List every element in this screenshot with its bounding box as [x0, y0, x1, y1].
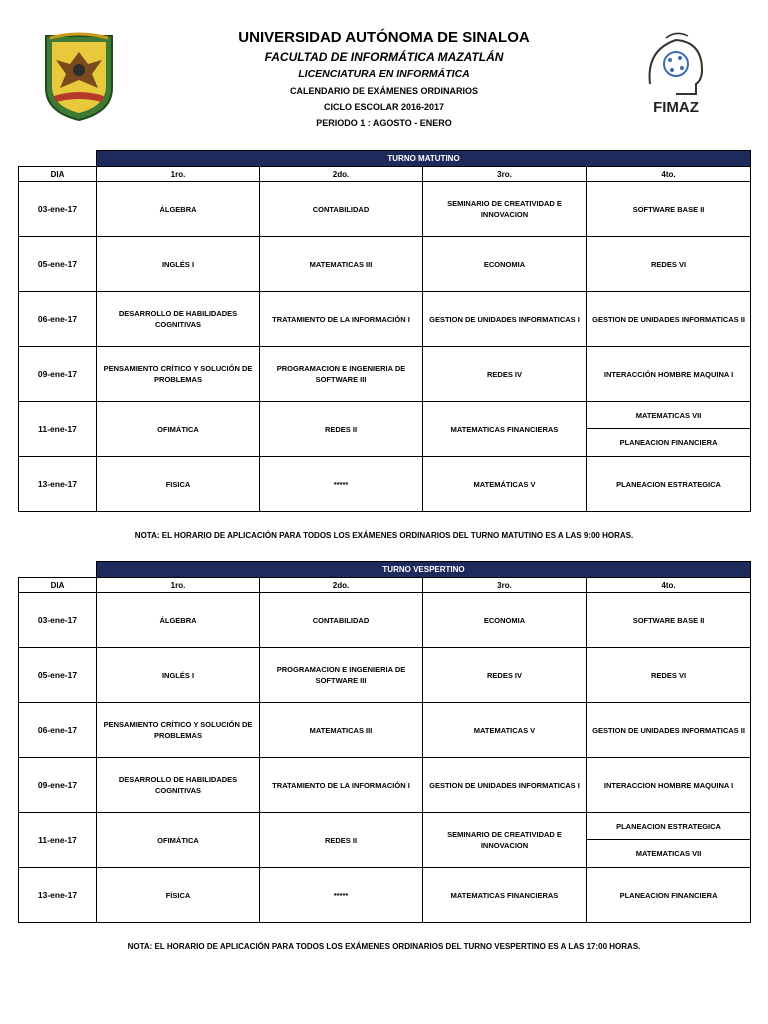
exam-subject: INGLÉS I — [97, 648, 260, 703]
exam-subject: GESTION DE UNIDADES INFORMATICAS I — [423, 758, 587, 813]
exam-subject: DESARROLLO DE HABILIDADES COGNITIVAS — [97, 292, 260, 347]
column-header: 4to. — [587, 167, 751, 182]
exam-date: 05-ene-17 — [19, 237, 97, 292]
exam-subject: REDES IV — [423, 347, 587, 402]
exam-subject: PENSAMIENTO CRÍTICO Y SOLUCIÓN DE PROBLEMAS — [97, 347, 260, 402]
university-seal-icon — [40, 30, 118, 122]
column-header: 1ro. — [97, 578, 260, 593]
exam-subject: PROGRAMACION E INGENIERIA DE SOFTWARE III — [260, 347, 423, 402]
table-row — [19, 868, 751, 923]
exam-subject: GESTION DE UNIDADES INFORMATICAS II — [587, 703, 751, 758]
exam-subject: MATEMATICAS III — [260, 703, 423, 758]
exam-subject: SEMINARIO DE CREATIVIDAD E INNOVACION — [423, 813, 587, 868]
exam-subject: INTERACCIÓN HOMBRE MAQUINA I — [587, 347, 751, 402]
exam-subject: REDES II — [260, 402, 423, 457]
table-row — [19, 813, 751, 868]
exam-date: 05-ene-17 — [19, 648, 97, 703]
exam-subject: ÁLGEBRA — [97, 182, 260, 237]
exam-date: 03-ene-17 — [19, 182, 97, 237]
exam-subject: REDES II — [260, 813, 423, 868]
table-row — [19, 182, 751, 237]
column-header: 4to. — [587, 578, 751, 593]
exam-subject: REDES VI — [587, 648, 751, 703]
column-header: 2do. — [260, 167, 423, 182]
period-label: PERIODO 1 : AGOSTO - ENERO — [316, 118, 452, 128]
column-header: DIA — [19, 578, 97, 593]
exam-subject: MATEMATICAS VII — [635, 849, 702, 858]
university-name: UNIVERSIDAD AUTÓNOMA DE SINALOA — [238, 29, 530, 46]
exam-subject: ECONOMIA — [423, 593, 587, 648]
table-row — [19, 648, 751, 703]
exam-subject: PLANEACION FINANCIERA — [587, 868, 751, 923]
exam-subject: PLANEACION ESTRATEGICA — [587, 813, 750, 840]
exam-subject: TRATAMIENTO DE LA INFORMACIÓN I — [260, 292, 423, 347]
exam-subject: CONTABILIDAD — [260, 593, 423, 648]
exam-subject: MATEMATICAS III — [260, 237, 423, 292]
exam-subject: SEMINARIO DE CREATIVIDAD E INNOVACION — [423, 182, 587, 237]
exam-subject: PENSAMIENTO CRÍTICO Y SOLUCIÓN DE PROBLEMAS — [97, 703, 260, 758]
exam-subject: PLANEACION ESTRATEGICA — [587, 457, 751, 512]
exam-subject: SOFTWARE BASE II — [587, 182, 751, 237]
exam-subject: MATEMATICAS V — [423, 703, 587, 758]
exam-subject: SOFTWARE BASE II — [587, 593, 751, 648]
column-header: 3ro. — [423, 167, 587, 182]
exam-subject: GESTION DE UNIDADES INFORMATICAS II — [587, 292, 751, 347]
calendar-title: CALENDARIO DE EXÁMENES ORDINARIOS — [289, 86, 478, 96]
exam-date: 13-ene-17 — [19, 868, 97, 923]
exam-subject: FISICA — [97, 457, 260, 512]
exam-subject: MATEMATICAS FINANCIERAS — [423, 402, 587, 457]
exam-subject: TRATAMIENTO DE LA INFORMACIÓN I — [260, 758, 423, 813]
exam-date: 06-ene-17 — [19, 292, 97, 347]
matutino-note: NOTA: EL HORARIO DE APLICACIÓN PARA TODOS LOS EXÁMENES ORDINARIOS DEL TURNO MATUTINO ES A LAS 9:00 HORAS. — [134, 531, 634, 540]
document-header — [0, 0, 768, 140]
exam-subject: OFIMÁTICA — [97, 813, 260, 868]
exam-date: 09-ene-17 — [19, 347, 97, 402]
table-row — [19, 457, 751, 512]
exam-date: 09-ene-17 — [19, 758, 97, 813]
turno-vespertino-header: TURNO VESPERTINO — [97, 562, 751, 578]
exam-subject: INTERACCION HOMBRE MAQUINA I — [587, 758, 751, 813]
column-header: DIA — [19, 167, 97, 182]
exam-subject: FÍSICA — [97, 868, 260, 923]
exam-subject: DESARROLLO DE HABILIDADES COGNITIVAS — [97, 758, 260, 813]
exam-date: 06-ene-17 — [19, 703, 97, 758]
exam-subject: MATEMÁTICAS V — [423, 457, 587, 512]
turno-matutino-header: TURNO MATUTINO — [97, 151, 751, 167]
table-row — [19, 237, 751, 292]
exam-subject: REDES VI — [587, 237, 751, 292]
exam-subject: PROGRAMACION E INGENIERIA DE SOFTWARE III — [260, 648, 423, 703]
split-subject-cell — [587, 402, 751, 457]
exam-date: 13-ene-17 — [19, 457, 97, 512]
svg-text:FIMAZ: FIMAZ — [653, 99, 699, 116]
fimaz-logo-icon — [636, 30, 716, 118]
exam-date: 11-ene-17 — [19, 813, 97, 868]
exam-date: 11-ene-17 — [19, 402, 97, 457]
table-row — [19, 347, 751, 402]
matutino-schedule-table — [18, 150, 751, 512]
table-row — [19, 593, 751, 648]
faculty-name: FACULTAD DE INFORMÁTICA MAZATLÁN — [264, 50, 504, 64]
exam-subject: ECONOMIA — [423, 237, 587, 292]
table-row — [19, 758, 751, 813]
table-row — [19, 292, 751, 347]
exam-subject: MATEMATICAS FINANCIERAS — [423, 868, 587, 923]
exam-subject: ***** — [260, 457, 423, 512]
exam-subject: REDES IV — [423, 648, 587, 703]
column-header: 1ro. — [97, 167, 260, 182]
vespertino-schedule-table — [18, 561, 751, 923]
exam-subject: OFIMÁTICA — [97, 402, 260, 457]
exam-subject: MATEMATICAS VII — [587, 402, 750, 429]
exam-subject: PLANEACION FINANCIERA — [619, 438, 718, 447]
exam-subject: INGLÉS I — [97, 237, 260, 292]
table-row — [19, 402, 751, 457]
exam-subject: GESTION DE UNIDADES INFORMATICAS I — [423, 292, 587, 347]
vespertino-note: NOTA: EL HORARIO DE APLICACIÓN PARA TODOS LOS EXÁMENES ORDINARIOS DEL TURNO VESPERTINO ES A LAS 17:00 HORAS. — [127, 942, 641, 951]
column-header: 2do. — [260, 578, 423, 593]
exam-subject: ***** — [260, 868, 423, 923]
exam-subject: ÁLGEBRA — [97, 593, 260, 648]
split-subject-cell — [587, 813, 751, 868]
exam-date: 03-ene-17 — [19, 593, 97, 648]
table-row — [19, 703, 751, 758]
exam-subject: CONTABILIDAD — [260, 182, 423, 237]
school-cycle: CICLO ESCOLAR 2016-2017 — [323, 102, 445, 112]
column-header: 3ro. — [423, 578, 587, 593]
program-name: LICENCIATURA EN INFORMÁTICA — [298, 68, 470, 80]
